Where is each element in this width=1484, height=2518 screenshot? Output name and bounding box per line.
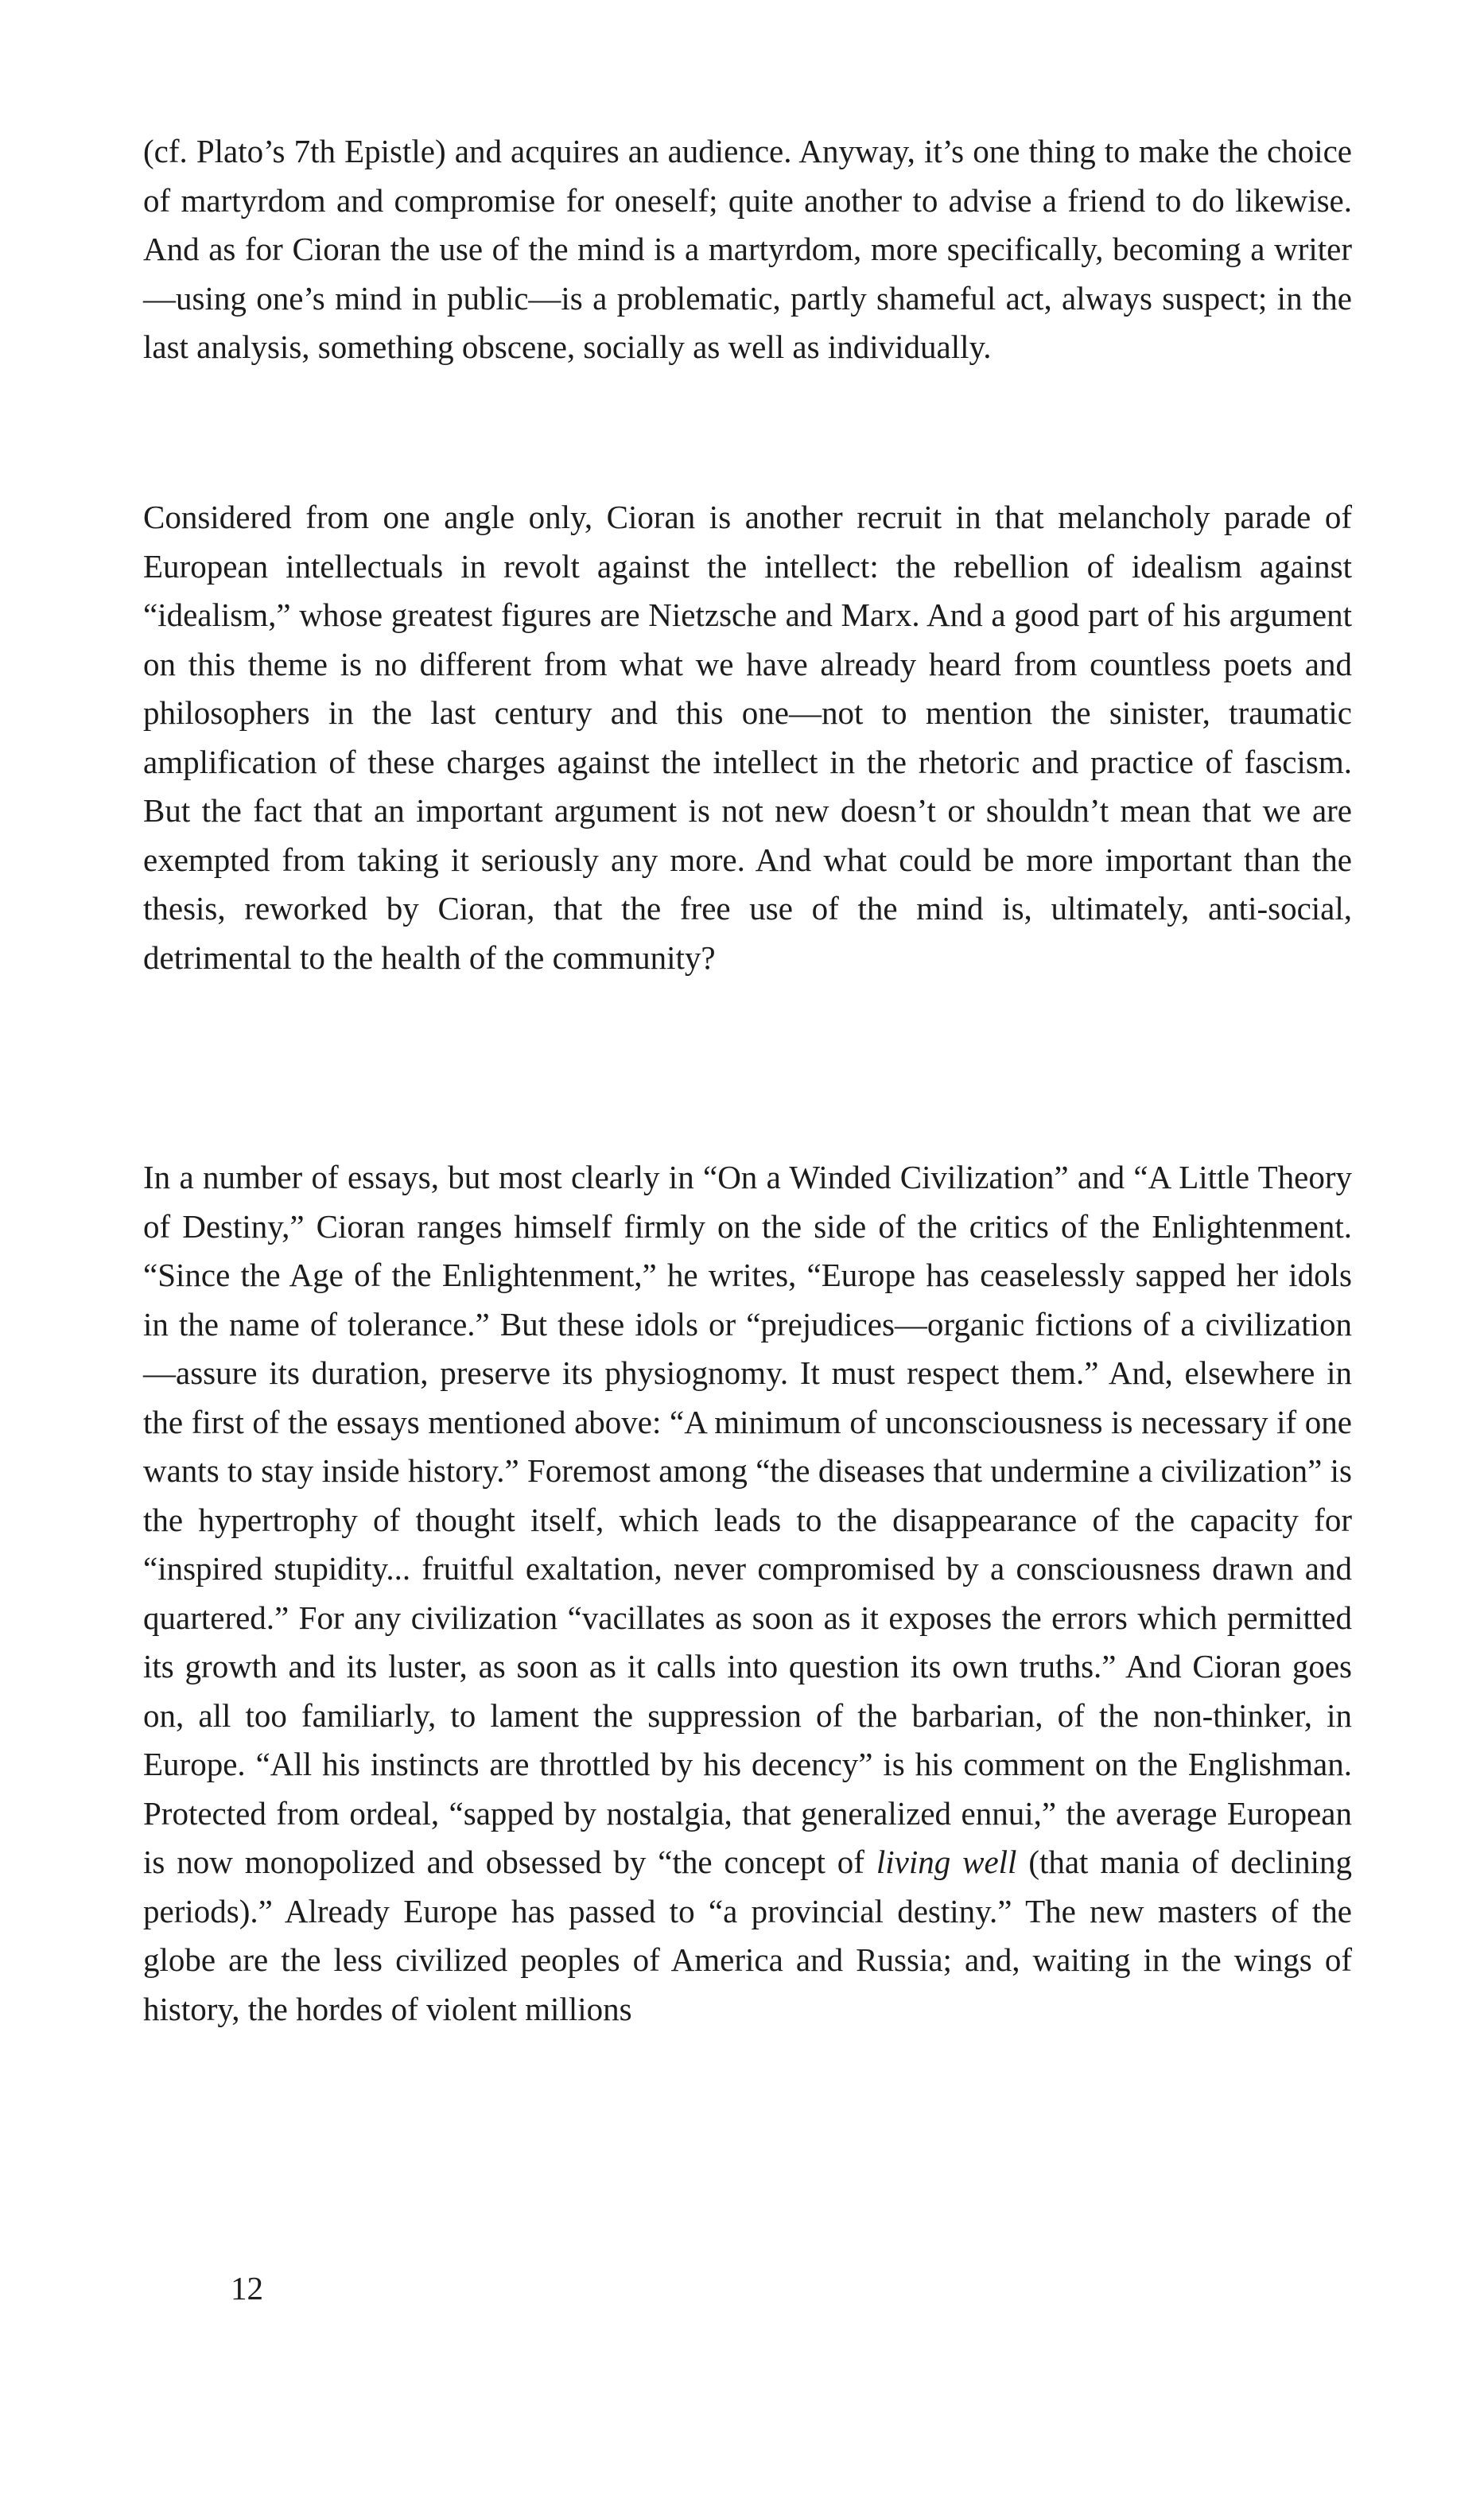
paragraph-3-text <box>143 1153 1352 2034</box>
page-number: 12 <box>231 2270 263 2306</box>
paragraph-3-part-2: (that mania of declining periods).” Already Europe has passed to “a provincial destiny.” The new masters of the globe are the less civilized peoples of America and Russia; and, waiting in the wings of history, the hordes of violent millions <box>143 1844 1352 2027</box>
paragraph-1-text: (cf. Plato’s 7th Epistle) and acquires an audience. Anyway, it’s one thing to make the choice of martyrdom and compromise for oneself; quite another to advise a friend to do likewise. And as for Cioran the use of the mind is a martyrdom, more specifically, becoming a writer—using one’s mind in public—is a problematic, partly shameful act, always suspect; in the last analysis, something obscene, socially as well as individually. <box>143 133 1352 365</box>
paragraph-3-italic: living well <box>876 1844 1017 1880</box>
paragraph-3-part-1: In a number of essays, but most clearly in “On a Winded Civilization” and “A Little Theory of Destiny,” Cioran ranges himself firmly on the side of the critics of the Enlightenment. “Since the Age of the Enlightenment,” he writes, “Europe has ceaselessly sapped her idols in the name of tolerance.” But these idols or “prejudices—organic fictions of a civilization—assure its duration, preserve its physiognomy. It must respect them.” And, elsewhere in the first of the essays mentioned above: “A minimum of unconsciousness is necessary if one wants to stay inside history.” Foremost among “the diseases that undermine a civilization” is the hypertrophy of thought itself, which leads to the disappearance of the capacity for “inspired stupidity... fruitful exaltation, never compromised by a consciousness drawn and quartered.” For any civilization “vacillates as soon as it exposes the errors which permitted its growth and its luster, as soon as it calls into question its own truths.” And Cioran goes on, all too familiarly, to lament the suppression of the barbarian, of the non-thinker, in Europe. “All his instincts are throttled by his decency” is his comment on the Englishman. Protected from ordeal, “sapped by nostalgia, that generalized ennui,” the average European is now monopolized and obsessed by “the concept of <box>143 1159 1352 1880</box>
paragraph-2 <box>143 493 1352 982</box>
paragraph-3 <box>143 1153 1352 2034</box>
paragraph-2-text: Considered from one angle only, Cioran is another recruit in that melancholy parade of European intellectuals in revolt against the intellect: the rebellion of idealism against “idealism,” whose greatest figures are Nietzsche and Marx. And a good part of his argument on this theme is no different from what we have already heard from countless poets and philosophers in the last century and this one—not to mention the sinister, traumatic amplification of these charges against the intellect in the rhetoric and practice of fascism. But the fact that an important argument is not new doesn’t or shouldn’t mean that we are exempted from taking it seriously any more. And what could be more important than the thesis, reworked by Cioran, that the free use of the mind is, ultimately, anti-social, detrimental to the health of the community? <box>143 499 1352 976</box>
paragraph-1 <box>143 127 1352 372</box>
